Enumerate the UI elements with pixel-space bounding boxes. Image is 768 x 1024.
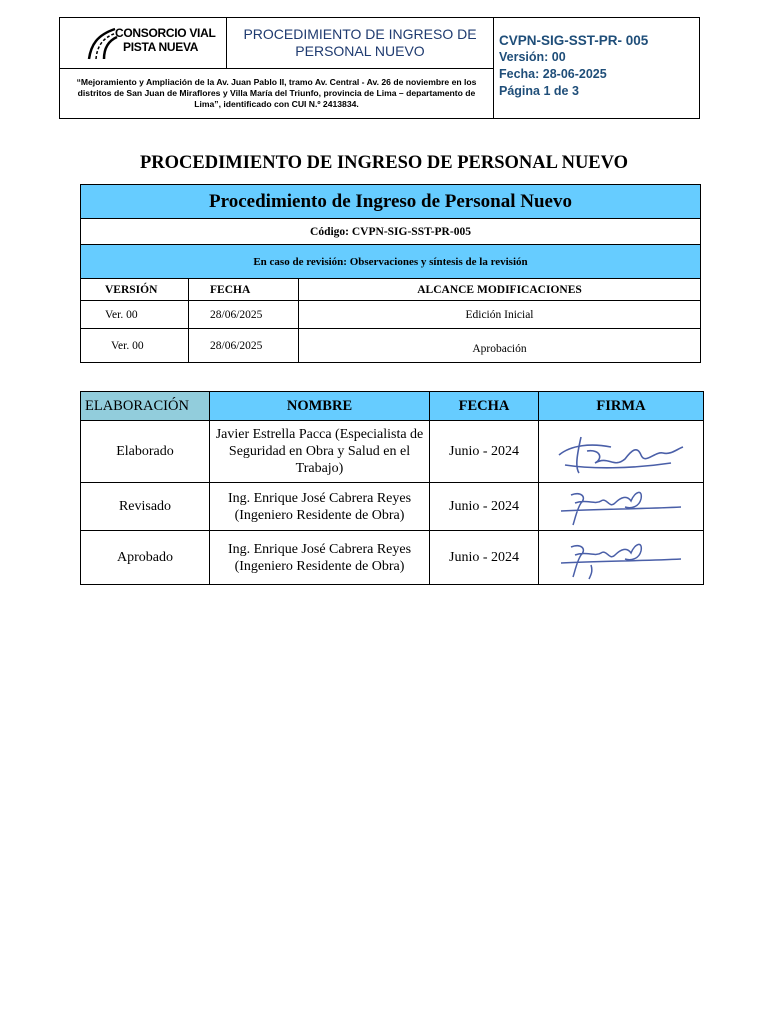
column-header-elaboration: ELABORACIÓN bbox=[81, 392, 210, 421]
signature-cell bbox=[539, 531, 704, 585]
row-date: 28/06/2025 bbox=[189, 301, 299, 329]
control-table-title: Procedimiento de Ingreso de Personal Nuevo bbox=[81, 185, 701, 219]
revision-note: En caso de revisión: Observaciones y síntesis de la revisión bbox=[81, 245, 701, 279]
row-scope: Edición Inicial bbox=[299, 301, 701, 329]
control-table bbox=[80, 184, 701, 363]
signature-image bbox=[551, 425, 691, 479]
approval-table bbox=[80, 391, 704, 585]
column-header-scope: ALCANCE MODIFICACIONES bbox=[299, 279, 701, 301]
column-header-date: FECHA bbox=[189, 279, 299, 301]
row-version: Ver. 00 bbox=[81, 301, 189, 329]
name-cell: Javier Estrella Pacca (Especialista de Seguridad en Obra y Salud en el Trabajo) bbox=[210, 421, 430, 483]
column-header-version: VERSIÓN bbox=[81, 279, 189, 301]
road-logo-icon bbox=[85, 25, 119, 61]
table-row bbox=[81, 301, 701, 329]
role-cell: Aprobado bbox=[81, 531, 210, 585]
table-row bbox=[81, 421, 704, 483]
document-code: CVPN-SIG-SST-PR- 005 bbox=[499, 33, 649, 48]
row-version: Ver. 00 bbox=[81, 329, 189, 363]
row-date: 28/06/2025 bbox=[189, 329, 299, 363]
control-table-code: Código: CVPN-SIG-SST-PR-005 bbox=[81, 219, 701, 245]
row-scope: Aprobación bbox=[299, 329, 701, 363]
date-cell: Junio - 2024 bbox=[430, 483, 539, 531]
signature-image bbox=[551, 485, 691, 529]
document-version: Versión: 00 bbox=[499, 50, 566, 64]
document-header bbox=[59, 17, 700, 119]
logo-cell bbox=[60, 18, 227, 69]
name-cell: Ing. Enrique José Cabrera Reyes (Ingeniero Residente de Obra) bbox=[210, 531, 430, 585]
name-cell: Ing. Enrique José Cabrera Reyes (Ingeniero Residente de Obra) bbox=[210, 483, 430, 531]
document-date: Fecha: 28-06-2025 bbox=[499, 67, 607, 81]
column-header-name: NOMBRE bbox=[210, 392, 430, 421]
column-header-signature: FIRMA bbox=[539, 392, 704, 421]
date-cell: Junio - 2024 bbox=[430, 531, 539, 585]
date-cell: Junio - 2024 bbox=[430, 421, 539, 483]
signature-cell bbox=[539, 421, 704, 483]
table-row bbox=[81, 329, 701, 363]
signature-cell bbox=[539, 483, 704, 531]
page-number: Página 1 de 3 bbox=[499, 84, 579, 98]
table-row bbox=[81, 531, 704, 585]
document-meta bbox=[494, 18, 699, 118]
signature-image bbox=[551, 535, 691, 581]
column-header-date: FECHA bbox=[430, 392, 539, 421]
logo-line1: CONSORCIO VIAL bbox=[115, 26, 216, 40]
logo-text bbox=[115, 26, 215, 54]
table-row bbox=[81, 483, 704, 531]
page-title: PROCEDIMIENTO DE INGRESO DE PERSONAL NUEVO bbox=[139, 153, 629, 173]
project-description: “Mejoramiento y Ampliación de la Av. Juan Pablo II, tramo Av. Central - Av. 26 de noviembre en los distritos de San Juan de Miraflores y Villa María del Triunfo, provincia de Lima – departamento de Lima”, identificado con CUI N.º 2413834. bbox=[60, 69, 494, 118]
role-cell: Elaborado bbox=[81, 421, 210, 483]
role-cell: Revisado bbox=[81, 483, 210, 531]
logo-line2: PISTA NUEVA bbox=[123, 40, 199, 54]
header-title: PROCEDIMIENTO DE INGRESO DE PERSONAL NUEVO bbox=[227, 18, 494, 69]
